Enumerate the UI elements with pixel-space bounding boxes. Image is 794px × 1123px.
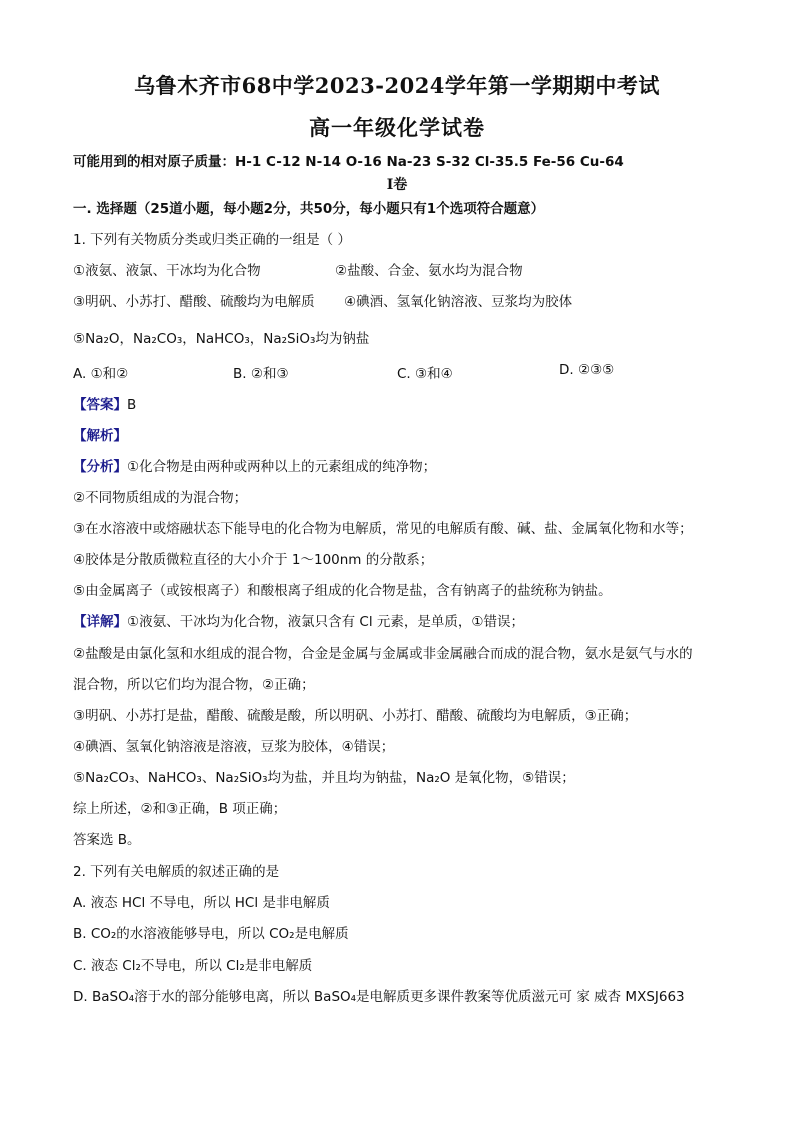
watermark-text: 更多课件教案等优质滋元可 家 威杏 MXSJ663 [410, 989, 685, 1005]
q2-stem: 2. 下列有关电解质的叙述正确的是 [73, 864, 280, 880]
fenxi-tag: 【分析】 [73, 459, 127, 475]
atomic-masses: 可能用到的相对原子质量：H-1 C-12 N-14 O-16 Na-23 S-32 Cl-35.5 Fe-56 Cu-64 [73, 154, 624, 170]
q1-item-3: ③明矾、小苏打、醋酸、硫酸均为电解质 [73, 294, 315, 310]
q1-option-b: B. ②和③ [233, 366, 289, 382]
q1-fenxi-4: ④胶体是分散质微粒直径的大小介于 1～100nm 的分散系； [73, 552, 434, 568]
q1-item-2: ②盐酸、合金、氨水均为混合物 [335, 263, 523, 279]
q1-detail-4: ④碘酒、氢氧化钠溶液是溶液，豆浆为胶体，④错误； [73, 739, 395, 755]
q1-final: 答案选 B。 [73, 832, 141, 848]
fenxi-text-1: ①化合物是由两种或两种以上的元素组成的纯净物； [127, 459, 437, 475]
q1-fenxi-2: ②不同物质组成的为混合物； [73, 490, 248, 506]
exam-title: 乌鲁木齐市68中学2023-2024学年第一学期期中考试 [134, 73, 660, 98]
detail-text-1: ①液氨、干冰均为化合物，液氯只含有 Cl 元素，是单质，①错误； [127, 614, 524, 630]
q1-option-d: D. ②③⑤ [559, 362, 615, 378]
detail-tag: 【详解】 [73, 614, 127, 630]
q2-option-d-row [73, 985, 685, 1005]
q1-answer [73, 393, 136, 413]
q1-detail-2a: ②盐酸是由氯化氢和水组成的混合物，合金是金属与金属或非金属融合而成的混合物，氨水是氨气与水的 [73, 646, 693, 662]
q1-detail-5: ⑤Na₂CO₃、NaHCO₃、Na₂SiO₃均为盐，并且均为钠盐，Na₂O 是氧化物，⑤错误； [73, 770, 575, 786]
q1-option-c: C. ③和④ [397, 366, 453, 382]
q1-detail-1 [73, 610, 524, 630]
exam-subtitle: 高一年级化学试卷 [309, 115, 485, 140]
q1-item-1: ①液氨、液氯、干冰均为化合物 [73, 263, 261, 279]
q1-item-4: ④碘酒、氢氧化钠溶液、豆浆均为胶体 [344, 294, 573, 310]
analysis-tag: 【解析】 [73, 428, 127, 444]
q1-stem: 1. 下列有关物质分类或归类正确的一组是（ ） [73, 232, 351, 248]
q1-detail-3: ③明矾、小苏打是盐，醋酸、硫酸是酸，所以明矾、小苏打、醋酸、硫酸均为电解质，③正确； [73, 708, 638, 724]
section-heading: 一. 选择题（25道小题，每小题2分，共50分，每小题只有1个选项符合题意） [73, 201, 545, 217]
q1-item-5: ⑤Na₂O，Na₂CO₃，NaHCO₃，Na₂SiO₃均为钠盐 [73, 331, 370, 347]
q2-option-b: B. CO₂的水溶液能够导电，所以 CO₂是电解质 [73, 926, 349, 942]
q1-detail-2b: 混合物，所以它们均为混合物，②正确； [73, 677, 315, 693]
volume-label: Ⅰ卷 [386, 177, 408, 193]
q1-fenxi-3: ③在水溶液中或熔融状态下能导电的化合物为电解质，常见的电解质有酸、碱、盐、金属氧化物和水等； [73, 521, 693, 537]
q1-fenxi-5: ⑤由金属离子（或铵根离子）和酸根离子组成的化合物是盐，含有钠离子的盐统称为钠盐。 [73, 583, 612, 599]
q1-fenxi-1 [73, 455, 436, 475]
q2-option-a: A. 液态 HCl 不导电，所以 HCl 是非电解质 [73, 895, 330, 911]
answer-value: B [127, 397, 137, 413]
q2-option-c: C. 液态 Cl₂不导电，所以 Cl₂是非电解质 [73, 958, 313, 974]
q1-option-a: A. ①和② [73, 366, 129, 382]
q1-analysis-tag [73, 424, 127, 444]
q2-option-d: D. BaSO₄溶于水的部分能够电离，所以 BaSO₄是电解质 [73, 989, 411, 1005]
answer-tag: 【答案】 [73, 397, 127, 413]
q1-summary: 综上所述，②和③正确，B 项正确； [73, 801, 287, 817]
